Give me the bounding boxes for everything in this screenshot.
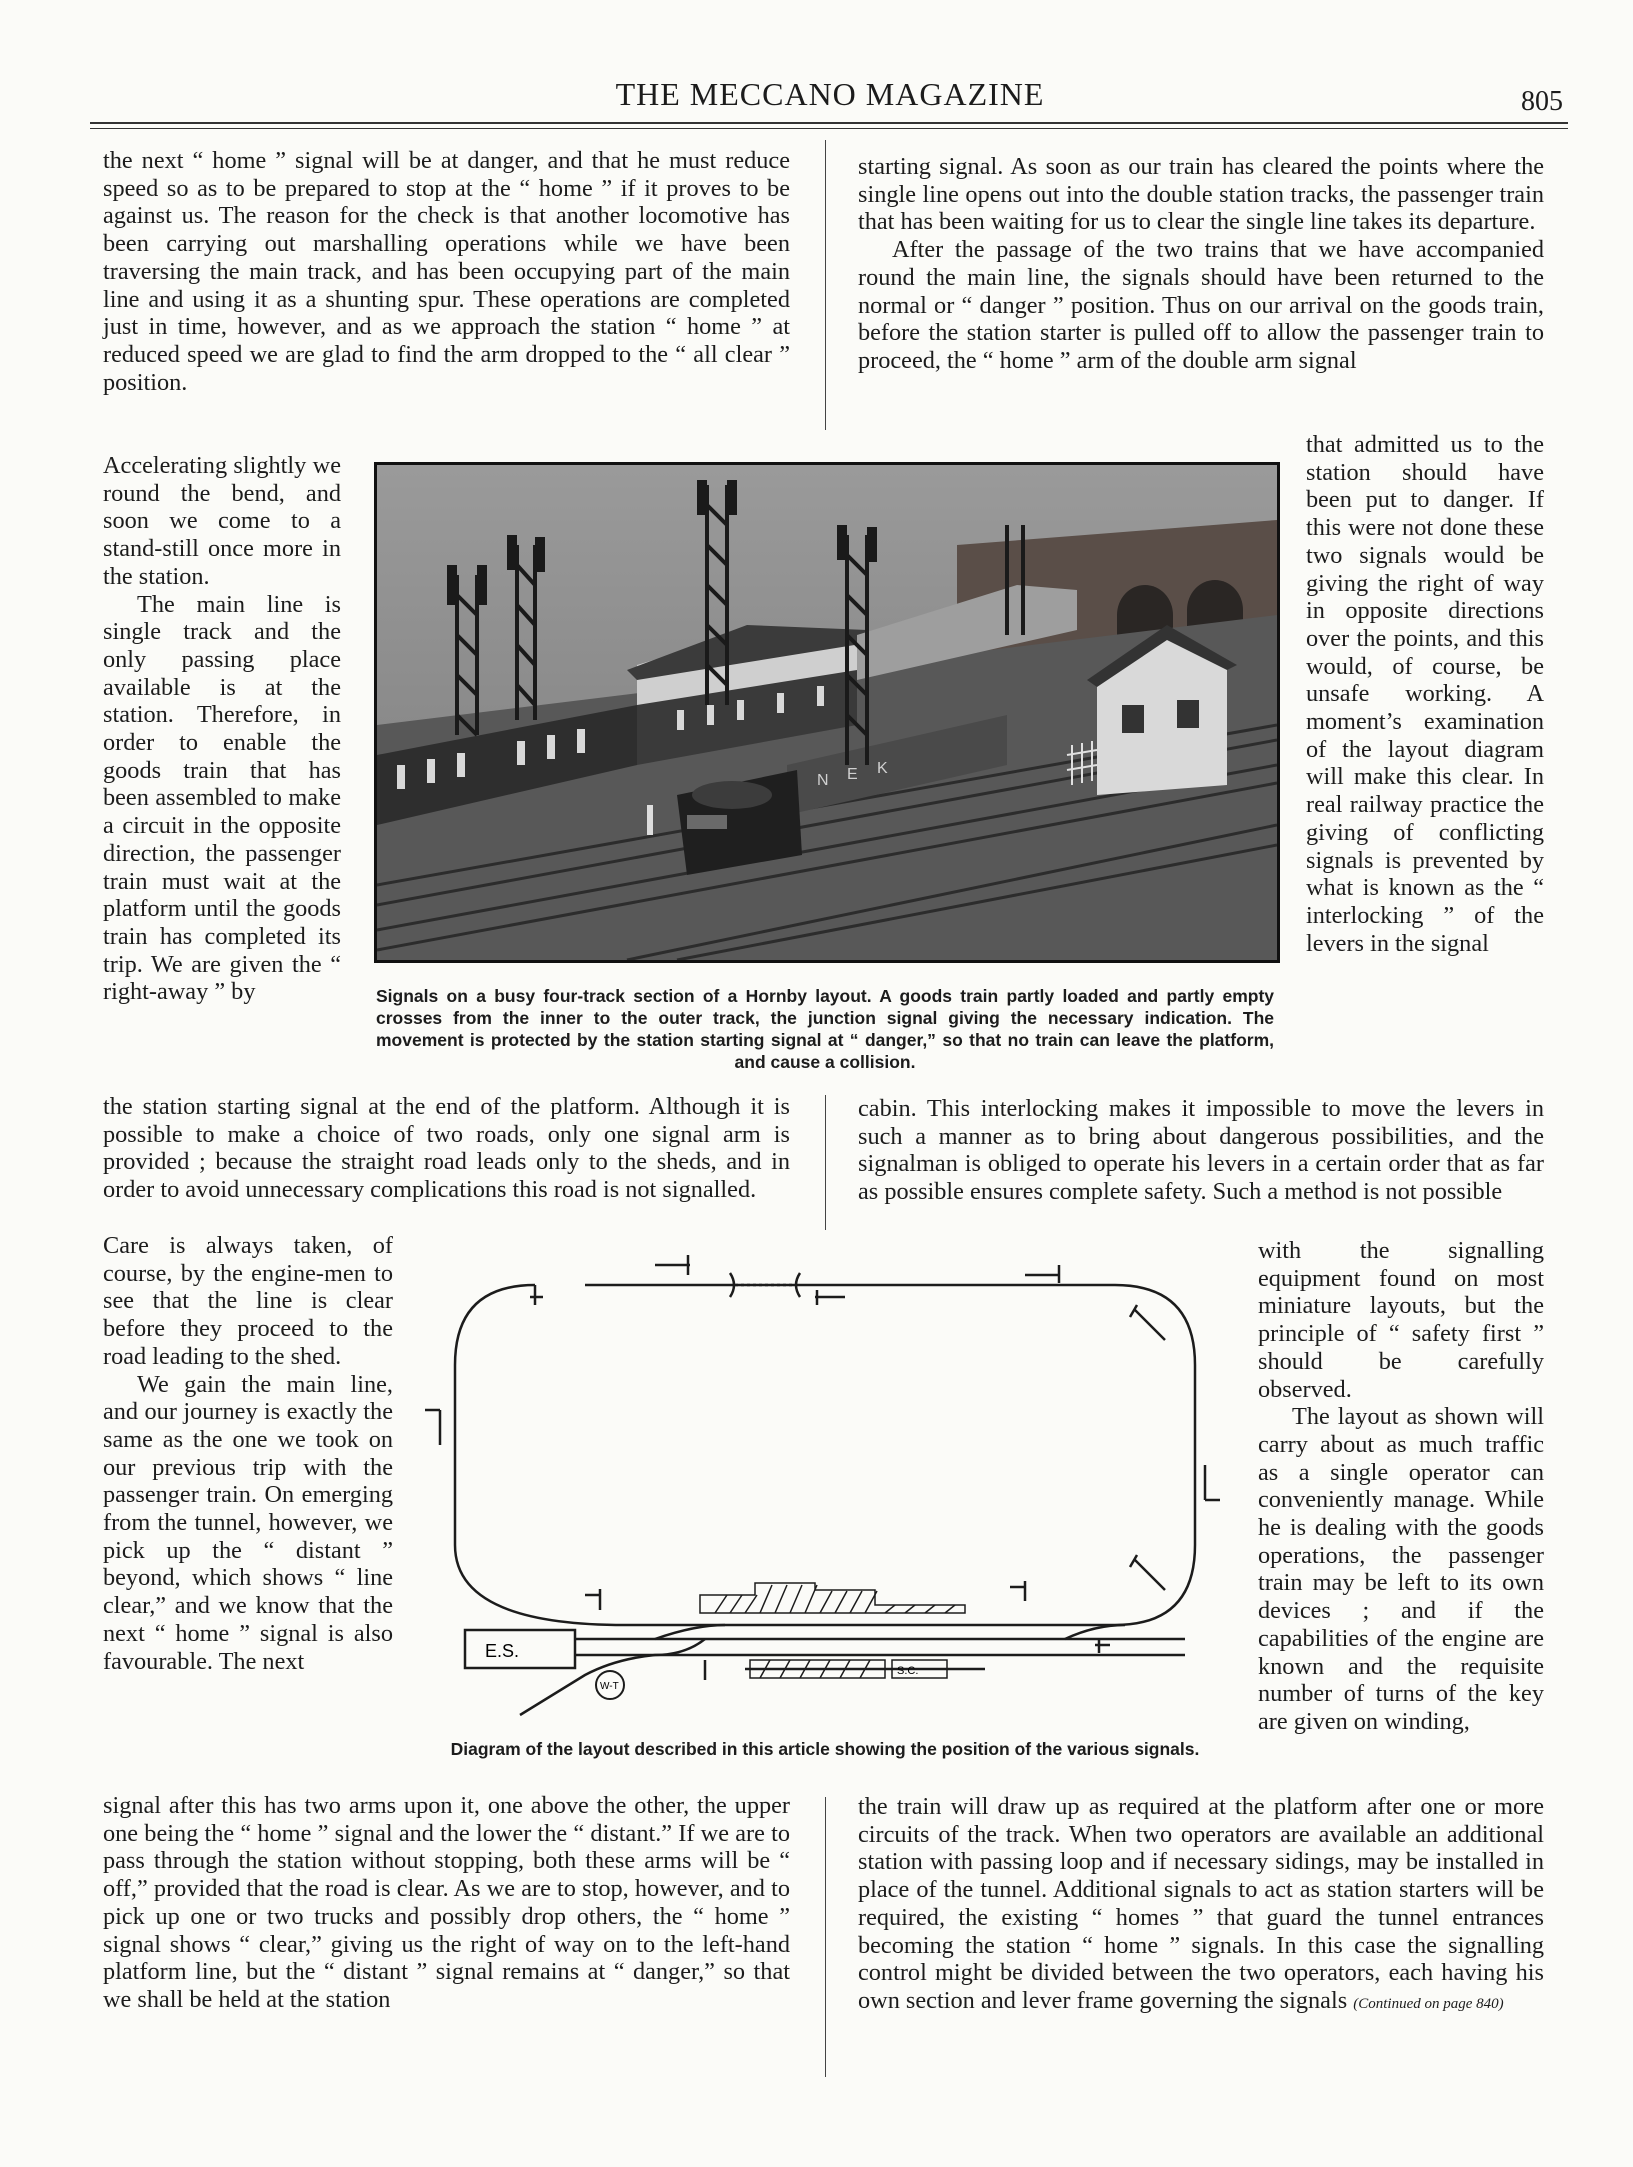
right-column-narrow-2 xyxy=(1258,1237,1544,1736)
left-column-bottom xyxy=(103,1792,790,2014)
signal-marker xyxy=(1025,1265,1060,1283)
page-number: 805 xyxy=(1521,86,1563,117)
signal-cabin-label: S.C. xyxy=(897,1665,919,1677)
paragraph: Accelerating slightly we round the bend, and soon we come to a stand-still once more in the station. xyxy=(103,452,341,590)
magazine-title: THE MECCANO MAGAZINE xyxy=(615,76,1045,112)
layout-photograph xyxy=(374,462,1280,963)
header-rule xyxy=(90,122,1568,124)
paragraph xyxy=(858,1793,1544,2019)
continued-note: (Continued on page 840) xyxy=(1353,1995,1504,2012)
paragraph: The layout as shown will carry about as much traffic as a single operator can conveniently manage. While he is dealing with the goods operations, the passenger train may be left to its own devices ; and if the capabilities of the engine are known and the requisite number of turns of the key are given on winding, xyxy=(1258,1403,1544,1735)
signal-marker xyxy=(425,1410,440,1445)
column-divider-bottom xyxy=(825,1797,826,2077)
signal-marker xyxy=(815,1290,845,1305)
signal-marker xyxy=(1095,1640,1110,1653)
signal-marker xyxy=(1130,1305,1165,1340)
right-column-bottom xyxy=(858,1793,1544,2019)
signal-marker xyxy=(655,1255,690,1275)
paragraph: with the signalling equipment found on most miniature layouts, but the principle of “ safety first ” should be carefully observed. xyxy=(1258,1237,1544,1403)
right-column-top xyxy=(858,153,1544,375)
svg-text:K: K xyxy=(877,760,888,777)
paragraph: the station starting signal at the end of the platform. Although it is possible to make a choice of two roads, only one signal arm is provided ; because the straight road leads only to the sheds, and in order to avoid unnecessary complications this road is not signalled. xyxy=(103,1093,790,1204)
svg-text:E: E xyxy=(847,766,858,783)
photo-illustration xyxy=(377,465,1277,960)
signal-marker xyxy=(1130,1555,1165,1590)
left-column-narrow-1 xyxy=(103,452,341,1006)
signal-marker xyxy=(530,1285,543,1305)
left-column-top xyxy=(103,147,790,396)
paragraph: signal after this has two arms upon it, one above the other, the upper one being the “ home ” signal and the lower the “ distant.” If we are to pass through the station without stopping, both these arms will be “ off,” provided that the road is clear. As we are to stop, however, and to pick up one or two trucks and possibly drop others, the “ home ” signal shows “ clear,” giving us the right of way on to the left-hand platform line, but the “ distant ” signal remains at “ danger,” so that we shall be held at the station xyxy=(103,1792,790,2013)
water-tower-label: W-T xyxy=(600,1681,619,1692)
paragraph: starting signal. As soon as our train has cleared the points where the single line opens out into the double station tracks, the passenger train that has been waiting for us to clear the single line takes its departure. xyxy=(858,153,1544,236)
paragraph: We gain the main line, and our journey is exactly the same as the one we took on our previous trip with the passenger train. On emerging from the tunnel, however, we pick up the “ distant ” beyond, which shows “ line clear,” and we know that the next “ home ” signal is also favourable. The next xyxy=(103,1370,393,1675)
header-rule-thin xyxy=(90,128,1568,129)
paragraph: the next “ home ” signal will be at danger, and that he must reduce speed so as to be prepared to stop at the “ home ” if it proves to be against us. The reason for the check is that another locomotive has been carrying out marshalling operations while we have been traversing the main track, and has been occupying part of the main line and using it as a shunting spur. These operations are completed just in time, however, and as we approach the station “ home ” at reduced speed we are glad to find the arm dropped to the “ all clear ” position. xyxy=(103,147,790,396)
signal-marker xyxy=(1010,1581,1025,1601)
paragraph: After the passage of the two trains that we have accompanied round the main line, the signals should have been returned to the normal or “ danger ” position. Thus on our arrival on the goods train, before the station starter is pulled off to allow the passenger train to proceed, the “ home ” arm of the double arm signal xyxy=(858,236,1544,374)
track-diagram xyxy=(425,1245,1255,1725)
photo-caption: Signals on a busy four-track section of a Hornby layout. A goods train partly loaded and partly empty crosses from the inner to the outer track, the junction signal giving the necessary indication. The movement is protected by the station starting signal at “ danger,” so that no train can leave the platform, and cause a collision. xyxy=(376,986,1274,1072)
left-column-narrow-2 xyxy=(103,1232,393,1675)
signal-marker xyxy=(1205,1465,1220,1500)
right-column-mid xyxy=(858,1095,1544,1206)
signal-marker xyxy=(585,1589,600,1610)
right-column-narrow-1 xyxy=(1306,431,1544,957)
layout-diagram xyxy=(425,1245,1255,1725)
diagram-caption: Diagram of the layout described in this article showing the position of the various signals. xyxy=(450,1739,1200,1759)
left-column-mid xyxy=(103,1093,790,1204)
engine-shed-label: E.S. xyxy=(485,1641,520,1661)
column-divider-top xyxy=(825,140,826,430)
paragraph: that admitted us to the station should have been put to danger. If this were not done these two signals would be giving the right of way in opposite directions over the points, and this would, of course, be unsafe working. A moment’s examination of the layout diagram will make this clear. In real railway practice the giving of conflicting signals is prevented by what is known as the “ interlocking ” of the levers in the signal xyxy=(1306,431,1544,957)
svg-text:N: N xyxy=(817,772,829,789)
paragraph: Care is always taken, of course, by the engine-men to see that the line is clear before they proceed to the road leading to the shed. xyxy=(103,1232,393,1370)
column-divider-mid xyxy=(825,1095,826,1230)
paragraph: The main line is single track and the only passing place available is at the station. Therefore, in order to enable the goods train that has been assembled to make a circuit in the opposite direction, the passenger train must wait at the platform until the goods train has completed its trip. We are given the “ right-away ” by xyxy=(103,590,341,1006)
paragraph: cabin. This interlocking makes it impossible to move the levers in such a manner as to bring about dangerous possibilities, and the signalman is obliged to operate his levers in a certain order that as far as possible ensures complete safety. Such a method is not possible xyxy=(858,1095,1544,1206)
paragraph-text: the train will draw up as required at the platform after one or more circuits of the track. When two operators are available an additional station with passing loop and if necessary sidings, may be installed in place of the tunnel. Additional signals to act as station starters will be required, the existing “ homes ” that guard the tunnel entrances becoming the station “ home ” signals. In this case the signalling control might be divided between the two operators, each having his own section and lever frame governing the signals xyxy=(858,1793,1544,2014)
